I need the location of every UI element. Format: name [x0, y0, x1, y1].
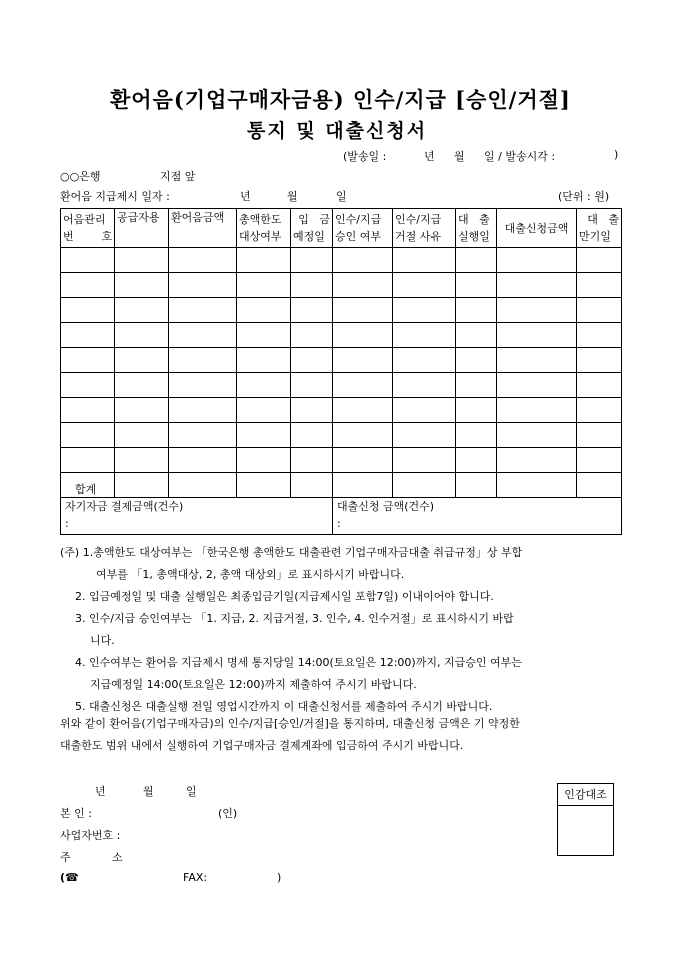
header-cell: 어음관리 번 호 [61, 209, 115, 248]
table-row [61, 273, 622, 298]
address-label-a: 주 [60, 851, 71, 864]
table-cell[interactable] [169, 248, 237, 273]
table-cell[interactable] [169, 398, 237, 423]
table-cell[interactable] [115, 373, 169, 398]
table-row [61, 423, 622, 448]
note-3-line-2: 니다. [90, 634, 115, 647]
self-funded-colon: : [65, 517, 69, 530]
table-cell[interactable] [291, 248, 333, 273]
table-cell[interactable] [577, 323, 622, 348]
table-cell[interactable] [61, 298, 115, 323]
table-cell[interactable] [577, 248, 622, 273]
table-cell[interactable] [577, 273, 622, 298]
table-cell[interactable] [456, 323, 497, 348]
table-cell[interactable] [497, 273, 577, 298]
table-cell[interactable] [115, 473, 169, 498]
table-cell[interactable] [497, 448, 577, 473]
table-cell[interactable] [393, 398, 456, 423]
note-4-line-1: 4. 인수여부는 환어음 지급제시 명세 통지당일 14:00(토요일은 12:00)까지, 지급승인 여부는 [75, 656, 522, 669]
recipient-bank: ○○은행 [60, 170, 101, 183]
table-cell[interactable] [237, 348, 291, 373]
note-1-line-2: 여부를 「1, 총액대상, 2, 총액 대상외」로 표시하시기 바랍니다. [96, 568, 405, 581]
table-cell[interactable] [456, 373, 497, 398]
table-cell[interactable] [577, 348, 622, 373]
closing-line-2: 대출한도 범위 내에서 실행하여 기업구매자금 결제계좌에 입금하여 주시기 바랍니다. [60, 739, 464, 752]
table-cell[interactable] [497, 398, 577, 423]
presentation-date-label: 환어음 지급제시 일자 : [60, 190, 170, 203]
fax-label: FAX: [183, 871, 208, 884]
table-row [61, 298, 622, 323]
table-cell[interactable] [169, 423, 237, 448]
table-cell[interactable] [393, 273, 456, 298]
table-cell[interactable] [497, 248, 577, 273]
sign-date-month: 월 [143, 785, 154, 798]
table-cell[interactable] [61, 248, 115, 273]
table-cell[interactable] [577, 448, 622, 473]
table-cell[interactable] [456, 298, 497, 323]
table-cell[interactable] [115, 248, 169, 273]
loan-request-label: 대출신청 금액(건수) [337, 500, 435, 513]
table-cell[interactable] [333, 448, 393, 473]
table-cell[interactable] [393, 323, 456, 348]
table-cell[interactable] [115, 423, 169, 448]
table-cell[interactable] [169, 448, 237, 473]
header-cell: 대 출 만기일 [577, 209, 622, 248]
form-subtitle: 통지 및 대출신청서 [247, 120, 428, 142]
note-4-line-2: 지급예정일 14:00(토요일은 12:00)까지 제출하여 주시기 바랍니다. [90, 678, 417, 691]
table-cell[interactable] [393, 423, 456, 448]
seal-verification-box [557, 783, 614, 856]
table-cell[interactable] [393, 298, 456, 323]
header-cell: 총액한도 대상여부 [237, 209, 291, 248]
header-cell: 입 금 예정일 [291, 209, 333, 248]
table-cell[interactable] [456, 248, 497, 273]
table-cell[interactable] [393, 248, 456, 273]
table-cell[interactable] [393, 448, 456, 473]
table-cell[interactable] [61, 448, 115, 473]
table-cell[interactable] [115, 323, 169, 348]
table-cell[interactable] [456, 348, 497, 373]
table-cell[interactable] [333, 348, 393, 373]
loan-request-amount[interactable] [333, 498, 622, 535]
self-funded-amount[interactable] [61, 498, 333, 535]
send-date-year: 년 [424, 150, 435, 163]
send-date-close: ) [614, 148, 619, 161]
table-cell[interactable] [169, 323, 237, 348]
total-row [61, 473, 622, 498]
table-cell[interactable] [333, 323, 393, 348]
recipient-branch: 지점 앞 [160, 170, 196, 183]
table-cell[interactable] [333, 473, 393, 498]
seal-verification-label: 인감대조 [558, 784, 613, 806]
table-cell[interactable] [61, 323, 115, 348]
phone-close: ) [277, 871, 282, 884]
principal-label: 본 인 : [60, 807, 92, 820]
table-cell[interactable] [237, 298, 291, 323]
table-cell[interactable] [333, 248, 393, 273]
table-cell[interactable] [169, 473, 237, 498]
table-cell[interactable] [291, 398, 333, 423]
table-cell[interactable] [577, 298, 622, 323]
table-cell[interactable] [237, 373, 291, 398]
table-cell[interactable] [456, 398, 497, 423]
total-label: 합계 [61, 473, 115, 498]
table-cell[interactable] [61, 423, 115, 448]
table-cell[interactable] [497, 298, 577, 323]
table-row [61, 373, 622, 398]
table-cell[interactable] [115, 398, 169, 423]
send-date-open: (발송일 : [343, 150, 387, 163]
note-5: 5. 대출신청은 대출실행 전일 영업시간까지 이 대출신청서를 제출하여 주시기 바랍니다. [75, 700, 493, 713]
table-cell[interactable] [456, 423, 497, 448]
table-cell[interactable] [291, 323, 333, 348]
note-3-line-1: 3. 인수/지급 승인여부는 「1. 지급, 2. 지급거절, 3. 인수, 4. 인수거절」로 표시하시기 바랍 [75, 612, 514, 625]
presentation-date-month: 월 [287, 190, 298, 203]
table-cell[interactable] [169, 348, 237, 373]
address-label-b: 소 [112, 851, 123, 864]
table-cell[interactable] [577, 398, 622, 423]
table-cell[interactable] [291, 448, 333, 473]
header-cell: 대 출 실행일 [456, 209, 497, 248]
table-cell[interactable] [291, 473, 333, 498]
table-cell[interactable] [577, 373, 622, 398]
table-cell[interactable] [456, 448, 497, 473]
note-2: 2. 입금예정일 및 대출 실행일은 최종입금기일(지급제시일 포함7일) 이내이어야 합니다. [75, 590, 494, 603]
table-cell[interactable] [61, 398, 115, 423]
table-cell[interactable] [333, 298, 393, 323]
sign-date-day: 일 [186, 785, 197, 798]
table-cell[interactable] [291, 423, 333, 448]
table-cell[interactable] [577, 423, 622, 448]
header-cell: 공급자용 [115, 209, 169, 248]
table-cell[interactable] [237, 273, 291, 298]
table-cell[interactable] [169, 373, 237, 398]
table-cell[interactable] [291, 348, 333, 373]
table-cell[interactable] [456, 273, 497, 298]
table-row [61, 248, 622, 273]
table-cell[interactable] [115, 273, 169, 298]
table-cell[interactable] [393, 373, 456, 398]
presentation-date-day: 일 [336, 190, 347, 203]
unit-label: (단위 : 원) [558, 190, 610, 203]
table-cell[interactable] [333, 398, 393, 423]
presentation-date-year: 년 [240, 190, 251, 203]
table-cell[interactable] [115, 348, 169, 373]
sign-date-year: 년 [95, 785, 106, 798]
header-cell: 인수/지급 거절 사유 [393, 209, 456, 248]
table-cell[interactable] [497, 348, 577, 373]
business-number-label: 사업자번호 : [60, 829, 121, 842]
seal-mark: (인) [218, 807, 238, 820]
table-row [61, 323, 622, 348]
table-cell[interactable] [393, 348, 456, 373]
table-cell[interactable] [497, 373, 577, 398]
summary-row [61, 498, 622, 535]
table-row [61, 398, 622, 423]
table-cell[interactable] [237, 248, 291, 273]
table-row [61, 348, 622, 373]
table-cell[interactable] [333, 273, 393, 298]
send-date-month: 월 [454, 150, 465, 163]
table-cell[interactable] [333, 373, 393, 398]
table-cell[interactable] [333, 423, 393, 448]
table-cell[interactable] [169, 298, 237, 323]
header-cell: 대출신청금액 [497, 209, 577, 248]
self-funded-label: 자기자금 결제금액(건수) [65, 500, 184, 513]
send-date-day-time: 일 / 발송시각 : [484, 150, 556, 163]
table-cell[interactable] [237, 398, 291, 423]
table-cell[interactable] [291, 373, 333, 398]
bill-table [60, 208, 622, 535]
table-cell[interactable] [237, 448, 291, 473]
table-cell[interactable] [61, 373, 115, 398]
table-cell[interactable] [577, 473, 622, 498]
table-cell[interactable] [497, 423, 577, 448]
table-cell[interactable] [61, 273, 115, 298]
table-cell[interactable] [291, 298, 333, 323]
table-cell[interactable] [237, 423, 291, 448]
table-cell[interactable] [115, 448, 169, 473]
table-cell[interactable] [115, 298, 169, 323]
note-1-line-1: (주) 1.총액한도 대상여부는 「한국은행 총액한도 대출관련 기업구매자금대출 취급규정」상 부합 [60, 546, 523, 559]
header-cell: 인수/지급 승인 여부 [333, 209, 393, 248]
closing-paragraph [60, 713, 622, 757]
table-cell[interactable] [291, 273, 333, 298]
table-cell[interactable] [393, 473, 456, 498]
loan-request-colon: : [337, 517, 341, 530]
table-header [61, 209, 622, 248]
form-title: 환어음(기업구매자금용) 인수/지급 [승인/거절] [110, 87, 571, 112]
phone-label: (☎ [60, 871, 79, 884]
table-cell[interactable] [497, 473, 577, 498]
notes-section [60, 542, 622, 718]
table-cell[interactable] [237, 323, 291, 348]
closing-line-1: 위와 같이 환어음(기업구매자금)의 인수/지급[승인/거절]을 통지하며, 대출신청 금액은 기 약정한 [60, 717, 520, 730]
table-cell[interactable] [237, 473, 291, 498]
table-cell[interactable] [497, 323, 577, 348]
table-cell[interactable] [61, 348, 115, 373]
table-cell[interactable] [169, 273, 237, 298]
header-cell: 환어음금액 [169, 209, 237, 248]
table-row [61, 448, 622, 473]
table-cell[interactable] [456, 473, 497, 498]
